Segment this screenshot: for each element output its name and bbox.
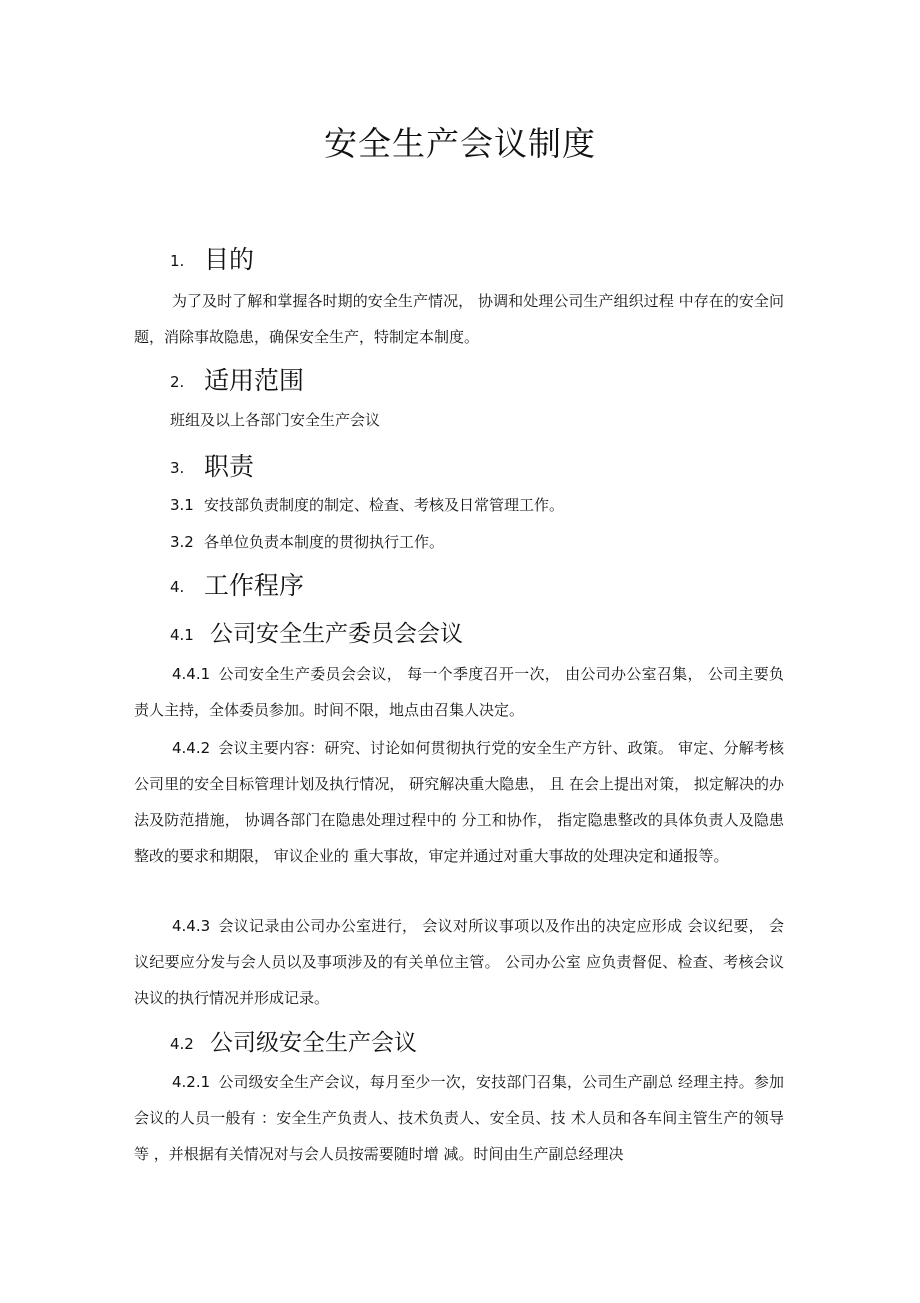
- section-title: 工作程序: [204, 571, 305, 600]
- purpose-paragraph: 为了及时了解和掌握各时期的安全生产情况， 协调和处理公司生产组织过程 中存在的安全问题，消除事故隐患，确保安全生产，特制定本制度。: [134, 292, 784, 346]
- section-number: 2.: [170, 373, 185, 391]
- section-heading-procedure: [170, 568, 304, 605]
- paragraph-number: 4.2.1: [172, 1073, 211, 1091]
- document-title: 安全生产会议制度: [324, 124, 596, 163]
- duty-item-text: 安技部负责制度的制定、检查、考核及日常管理工作。: [204, 496, 565, 514]
- section-number: 3.: [170, 459, 185, 477]
- procedure-paragraph: [134, 656, 784, 728]
- paragraph-text: 会议记录由公司办公室进行， 会议对所议事项以及作出的决定应形成 会议纪要， 会议纪要应分发与会人员以及事项涉及的有关单位主管。 公司办公室 应负责督促、检查、考核会议决议的执行情况并形成记录。: [134, 917, 784, 1007]
- paragraph-text: 会议主要内容：研究、讨论如何贯彻执行党的安全生产方针、政策。 审定、分解考核公司里的安全目标管理计划及执行情况， 研究解决重大隐患， 且 在会上提出对策， 拟定解决的办法及防范措施， 协调各部门在隐患处理过程中的 分工和协作， 指定隐患整改的具体负责人及隐患整改的要求和期限， 审议企业的 重大事故，审定并通过对重大事故的处理决定和通报等。: [134, 739, 784, 865]
- section-heading-purpose: [170, 242, 254, 279]
- procedure-paragraph: [134, 1064, 784, 1172]
- section-title: 目的: [204, 245, 255, 274]
- procedure-paragraph: [134, 908, 784, 1016]
- subsection-number: 4.1: [170, 625, 194, 644]
- subsection-title: 公司安全生产委员会会议: [210, 621, 463, 647]
- duty-item: [170, 490, 564, 520]
- section-number: 4.: [170, 578, 185, 596]
- paragraph-number: 4.4.3: [172, 917, 211, 935]
- paragraph-text: 公司级安全生产会议，每月至少一次，安技部门召集，公司生产副总 经理主持。参加会议的人员一般有 ：安全生产负责人、技术负责人、安全员、技 术人员和各车间主管生产的领导等 ，并根据有关情况对与会人员按需要随时增 减。时间由生产副总经理决: [134, 1073, 784, 1163]
- section-heading-scope: [170, 363, 304, 400]
- section-heading-duties: [170, 449, 254, 486]
- subsection-heading-company-meeting: [170, 1026, 417, 1061]
- paragraph-number: 4.4.1: [172, 665, 211, 683]
- procedure-paragraph: [134, 730, 784, 874]
- section-title: 职责: [204, 452, 255, 481]
- duty-item: [170, 527, 444, 557]
- duty-item-number: 3.1: [170, 496, 194, 514]
- scope-text: 班组及以上各部门安全生产会议: [170, 411, 381, 429]
- duty-item-number: 3.2: [170, 533, 194, 551]
- section-title: 适用范围: [204, 366, 305, 395]
- section-number: 1.: [170, 252, 185, 270]
- subsection-title: 公司级安全生产会议: [210, 1030, 417, 1056]
- paragraph-number: 4.4.2: [172, 739, 211, 757]
- duty-item-text: 各单位负责本制度的贯彻执行工作。: [204, 533, 445, 551]
- paragraph-text: 公司安全生产委员会会议， 每一个季度召开一次， 由公司办公室召集， 公司主要负责人主持，全体委员参加。时间不限，地点由召集人决定。: [134, 665, 784, 719]
- subsection-heading-committee: [170, 617, 463, 652]
- subsection-number: 4.2: [170, 1034, 194, 1053]
